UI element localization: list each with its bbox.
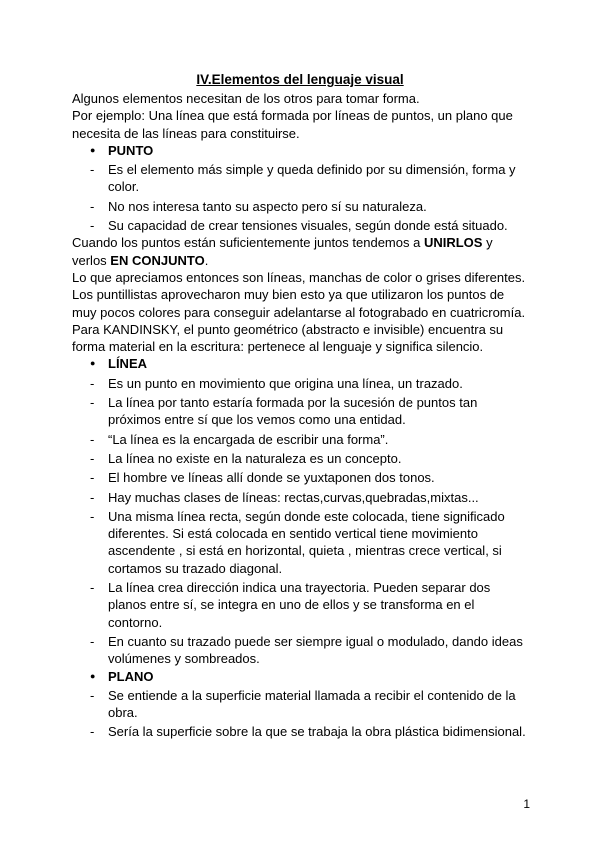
list-item-text: En cuanto su trazado puede ser siempre igual o modulado, dando ideas volúmenes y sombreados. xyxy=(108,633,523,667)
list-item xyxy=(90,375,528,392)
unir-bold-conjunto: EN CONJUNTO xyxy=(110,252,205,268)
dash-icon: - xyxy=(90,633,95,649)
list-item-text: Una misma línea recta, según donde este colocada, tiene significado diferentes. Si está colocada en sentido vertical tiene movimiento ascendente , si está en horizontal, quieta , mientras crece vertical, si cortamos su trazado diagonal. xyxy=(108,508,505,576)
body-paragraph: Para KANDINSKY, el punto geométrico (abstracto e invisible) encuentra su forma material en la escritura: pertenece al lenguaje y significa silencio. xyxy=(72,321,504,355)
dash-icon: - xyxy=(90,431,95,447)
body-paragraph: Lo que apreciamos entonces son líneas, manchas de color o grises diferentes. xyxy=(72,269,526,285)
dash-icon: - xyxy=(90,198,95,214)
dash-icon: - xyxy=(90,470,95,486)
dash-icon: - xyxy=(90,489,95,505)
list-item xyxy=(90,161,528,196)
dash-icon: - xyxy=(90,162,95,178)
intro-paragraph: Por ejemplo: Una línea que está formada por líneas de puntos, un plano que necesita de las líneas para constituirse. xyxy=(72,108,513,141)
list-item xyxy=(90,633,528,668)
list-item xyxy=(90,508,528,577)
page-number: 1 xyxy=(523,797,530,811)
bullet-icon: ● xyxy=(90,670,96,681)
list-item-text: La línea crea dirección indica una trayectoria. Pueden separar dos planos entre sí, se integra en uno de ellos y se transforma en el contorno. xyxy=(108,580,491,630)
list-item-text: Hay muchas clases de líneas: rectas,curvas,quebradas,mixtas... xyxy=(108,489,479,505)
bullet-icon: ● xyxy=(90,358,96,369)
list-item xyxy=(90,431,528,448)
dash-icon: - xyxy=(90,218,95,234)
list-item-text: El hombre ve líneas allí donde se yuxtaponen dos tonos. xyxy=(108,470,435,486)
list-item-text: Se entiende a la superficie material llamada a recibir el contenido de la obra. xyxy=(108,687,516,721)
dash-icon: - xyxy=(90,508,95,524)
document-title: IV.Elementos del lenguaje visual xyxy=(196,72,404,87)
heading-text: PLANO xyxy=(108,668,154,684)
list-item-text: “La línea es la encargada de escribir una forma”. xyxy=(108,431,389,447)
unir-paragraph xyxy=(72,234,528,269)
dash-icon: - xyxy=(90,724,95,740)
heading-text: PUNTO xyxy=(108,142,154,158)
list-item-text: Es el elemento más simple y queda definido por su dimensión, forma y color. xyxy=(108,162,516,195)
list-item xyxy=(90,394,528,429)
list-item xyxy=(90,469,528,486)
body-paragraph: Los puntillistas aprovecharon muy bien esto ya que utilizaron los puntos de muy pocos colores para conseguir adelantarse al fotograbado en cuatricromía. xyxy=(72,287,526,320)
list-item-text: Sería la superficie sobre la que se trabaja la obra plástica bidimensional. xyxy=(108,724,526,740)
section-heading-punto xyxy=(90,142,528,159)
unir-mid: y verlos xyxy=(72,235,493,268)
list-item-text: No nos interesa tanto su aspecto pero sí su naturaleza. xyxy=(108,198,427,214)
dash-icon: - xyxy=(90,687,95,703)
document-body xyxy=(72,90,528,741)
intro-paragraph: Algunos elementos necesitan de los otros para tomar forma. xyxy=(72,91,420,106)
list-item-text: Es un punto en movimiento que origina una línea, un trazado. xyxy=(108,375,463,391)
unir-pre: Cuando los puntos están suficientemente juntos tendemos a xyxy=(72,235,424,251)
list-item-text: La línea por tanto estaría formada por la sucesión de puntos tan próximos entre sí que los vemos como una entidad. xyxy=(108,395,478,428)
dash-icon: - xyxy=(90,450,95,466)
dash-icon: - xyxy=(90,580,95,596)
unir-bold-unirlos: UNIRLOS xyxy=(423,235,483,251)
list-item xyxy=(90,450,528,467)
list-item xyxy=(90,579,528,631)
list-item xyxy=(90,489,528,506)
unir-post: . xyxy=(204,252,209,268)
heading-text: LÍNEA xyxy=(108,356,147,372)
dash-icon: - xyxy=(90,375,95,391)
list-item-text: La línea no existe en la naturaleza es un concepto. xyxy=(108,450,402,466)
section-heading-plano xyxy=(90,668,528,685)
list-item xyxy=(90,198,528,215)
section-heading-linea xyxy=(90,355,528,372)
list-item xyxy=(90,687,528,722)
bullet-icon: ● xyxy=(90,144,96,155)
dash-icon: - xyxy=(90,395,95,411)
list-item xyxy=(90,723,528,740)
list-item-text: Su capacidad de crear tensiones visuales, según donde está situado. xyxy=(108,218,508,234)
list-item xyxy=(90,217,528,234)
